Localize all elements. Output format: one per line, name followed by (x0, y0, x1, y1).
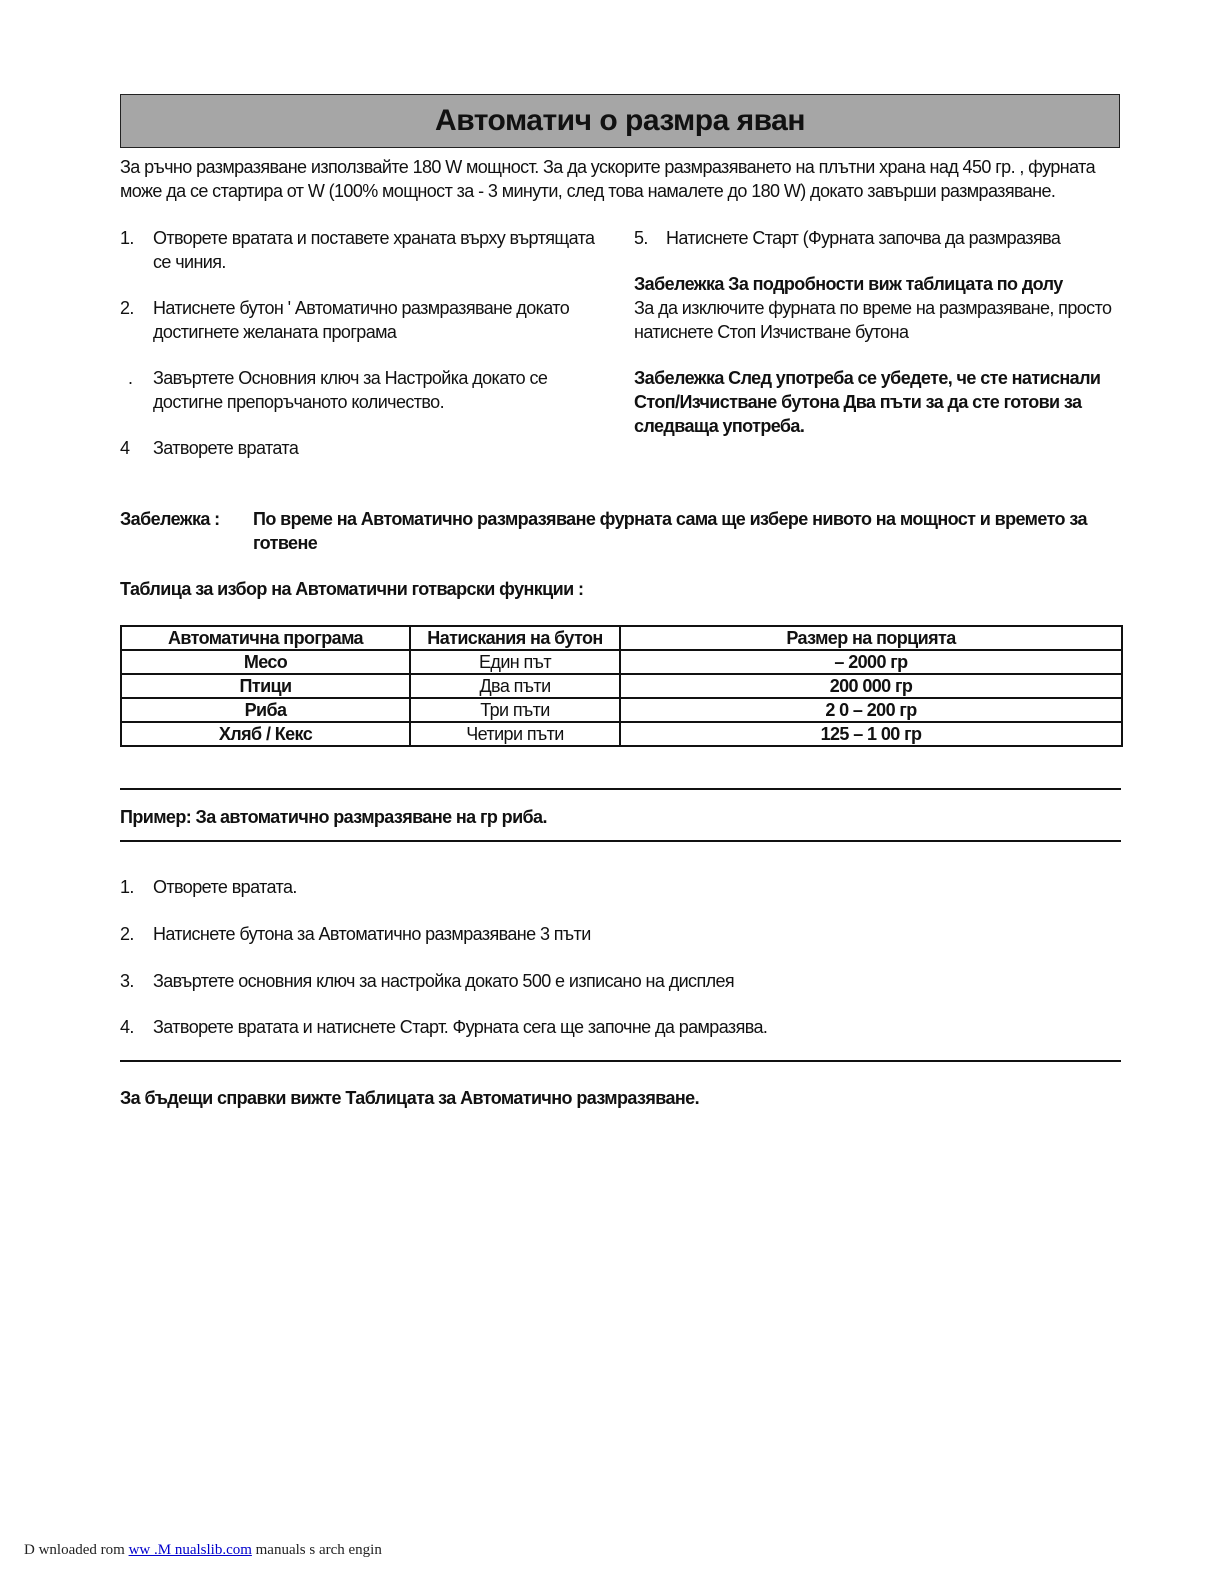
step-text: Затворете вратата и натиснете Старт. Фурната сега ще започне да рамразява. (153, 1017, 768, 1037)
header-portion: Размер на порцията (620, 626, 1122, 650)
step-text: Отворете вратата. (153, 877, 297, 897)
page-title: Автоматич о размра яван (435, 104, 805, 137)
portion-cell: – 2000 гр (620, 650, 1122, 674)
divider (120, 840, 1121, 842)
step-text: Завъртете основния ключ за настройка докато 500 е изписано на дисплея (153, 971, 735, 991)
step-number: 2. (120, 298, 134, 318)
table-header-row (121, 626, 1122, 650)
note-text: следваща употреба. (634, 416, 805, 436)
program-cell: Риба (121, 698, 410, 722)
program-cell: Птици (121, 674, 410, 698)
note-text: натиснете Стоп Изчистване бутона (634, 322, 909, 342)
step-number: 1. (120, 877, 134, 897)
note-text: Стоп/Изчистване бутона Два пъти за да сте готови за (634, 392, 1082, 412)
step-number: 4. (120, 1017, 134, 1037)
footer-link[interactable]: ww .M nualslib.com (128, 1542, 252, 1558)
portion-cell: 200 000 гр (620, 674, 1122, 698)
example-heading: Пример: За автоматично размразяване на гр риба. (120, 807, 547, 827)
portion-cell: 2 0 – 200 гр (620, 698, 1122, 722)
table-row (121, 674, 1122, 698)
intro-line-1: За ръчно размразяване използвайте 180 W мощност. За да ускорите размразяването на плътни храна над 450 гр. , фурната (120, 157, 1095, 177)
divider (120, 1060, 1121, 1062)
footer-suffix: manuals s arch engin (251, 1542, 382, 1558)
note-text: По време на Автоматично размразяване фурната сама ще избере нивото на мощност и времето за (253, 509, 1087, 529)
presses-cell: Три пъти (410, 698, 620, 722)
header-program: Автоматична програма (121, 626, 410, 650)
step-text: Затворете вратата (153, 438, 299, 458)
presses-cell: Два пъти (410, 674, 620, 698)
note-text: За да изключите фурната по време на размразяване, просто (634, 298, 1112, 318)
presses-cell: Четири пъти (410, 722, 620, 746)
auto-defrost-table (120, 625, 1123, 747)
step-number: 1. (120, 228, 134, 248)
table-row (121, 722, 1122, 746)
note-label: Забележка : (120, 509, 220, 529)
presses-cell: Един път (410, 650, 620, 674)
intro-line-2: може да се стартира от W (100% мощност за - 3 минути, след това намалете до 180 W) докато завърши размразяване. (120, 181, 1056, 201)
step-text: Отворете вратата и поставете храната върху въртящата (153, 228, 595, 248)
program-cell: Хляб / Кекс (121, 722, 410, 746)
table-caption: Таблица за избор на Автоматични готварски функции : (120, 579, 584, 599)
note-heading: Забележка За подробности виж таблицата по долу (634, 274, 1063, 294)
step-number: 3. (120, 971, 134, 991)
page-title-bar (120, 94, 1120, 148)
note-text: Забележка След употреба се убедете, че сте натиснали (634, 368, 1101, 388)
footer (24, 1542, 382, 1559)
note-text: готвене (253, 533, 318, 553)
step-number: 4 (120, 438, 130, 458)
step-number: . (128, 368, 133, 388)
table-row (121, 650, 1122, 674)
portion-cell: 125 – 1 00 гр (620, 722, 1122, 746)
step-text: Завъртете Основния ключ за Настройка докато се (153, 368, 548, 388)
header-presses: Натискания на бутон (410, 626, 620, 650)
final-note: За бъдещи справки вижте Таблицата за Автоматично размразяване. (120, 1088, 699, 1108)
step-text: Натиснете бутон ' Автоматично размразяване докато (153, 298, 570, 318)
step-text: Натиснете бутона за Автоматично размразяване 3 пъти (153, 924, 591, 944)
footer-prefix: D wnloaded rom (24, 1542, 129, 1558)
step-text: достигнете желаната програма (153, 322, 397, 342)
step-text: се чиния. (153, 252, 226, 272)
table-row (121, 698, 1122, 722)
step-number: 5. (634, 228, 648, 248)
step-text: достигне препоръчаното количество. (153, 392, 444, 412)
divider (120, 788, 1121, 790)
program-cell: Месо (121, 650, 410, 674)
step-number: 2. (120, 924, 134, 944)
step-text: Натиснете Старт (Фурната започва да размразява (666, 228, 1061, 248)
